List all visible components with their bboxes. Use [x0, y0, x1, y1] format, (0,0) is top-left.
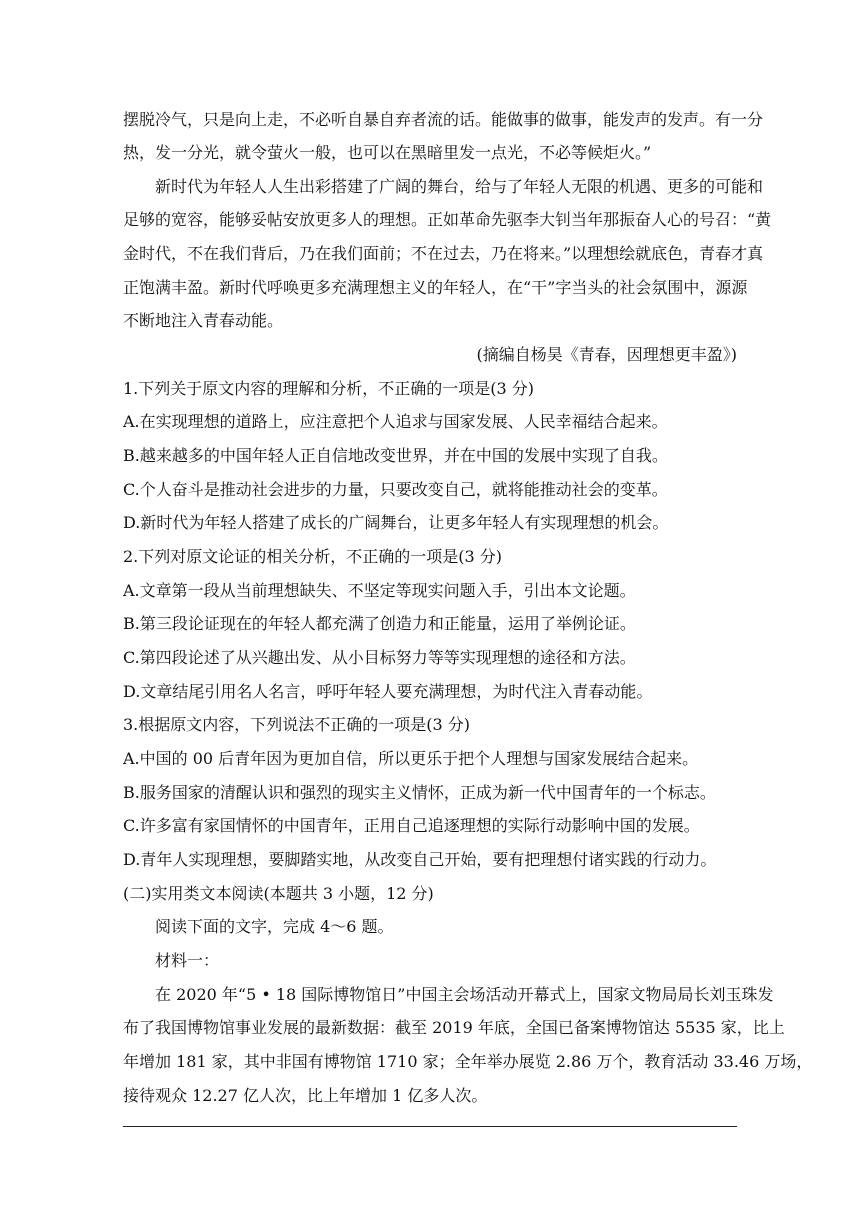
material-line: 年增加 181 家，其中非国有博物馆 1710 家；全年举办展览 2.86 万个，教育活动 33.46 万场， — [123, 1052, 813, 1071]
body-line: 摆脱冷气，只是向上走，不必听自暴自弃者流的话。能做事的做事，能发声的发声。有一分 — [123, 110, 764, 129]
option-d: D.文章结尾引用名人名言，呼吁年轻人要充满理想，为时代注入青春动能。 — [123, 682, 653, 701]
option-a: A.文章第一段从当前理想缺失、不坚定等现实问题入手，引出本文论题。 — [123, 581, 636, 600]
option-a: A.在实现理想的道路上，应注意把个人追求与国家发展、人民幸福结合起来。 — [123, 412, 668, 431]
body-line: 正饱满丰盈。新时代呼唤更多充满理想主义的年轻人，在“干”字当头的社会氛围中，源源 — [123, 278, 748, 297]
source-citation: (摘编自杨昊《青春，因理想更丰盈》) — [476, 345, 737, 364]
question-stem: 1.下列关于原文内容的理解和分析，不正确的一项是(3 分) — [123, 379, 535, 398]
page-divider — [123, 1126, 737, 1127]
question-stem: 2.下列对原文论证的相关分析，不正确的一项是(3 分) — [123, 547, 503, 566]
material-label: 材料一： — [155, 951, 220, 970]
body-line: 不断地注入青春动能。 — [123, 311, 284, 330]
instruction: 阅读下面的文字，完成 4～6 题。 — [155, 917, 394, 936]
option-b: B.服务国家的清醒认识和强烈的现实主义情怀，正成为新一代中国青年的一个标志。 — [123, 783, 716, 802]
option-c: C.第四段论述了从兴趣出发、从小目标努力等等实现理想的途径和方法。 — [123, 648, 636, 667]
material-line: 在 2020 年“5 • 18 国际博物馆日”中国主会场活动开幕式上，国家文物局局长刘玉珠发 — [155, 985, 774, 1004]
body-line: 足够的宽容，能够妥帖安放更多人的理想。正如革命先驱李大钊当年那振奋人心的号召：“黄 — [123, 210, 772, 229]
option-b: B.第三段论证现在的年轻人都充满了创造力和正能量，运用了举例论证。 — [123, 614, 636, 633]
body-line: 热，发一分光，就令萤火一般，也可以在黑暗里发一点光，不必等候炬火。” — [123, 143, 652, 162]
question-stem: 3.根据原文内容，下列说法不正确的一项是(3 分) — [123, 715, 471, 734]
option-d: D.青年人实现理想，要脚踏实地，从改变自己开始，要有把理想付诸实践的行动力。 — [123, 850, 717, 869]
option-c: C.个人奋斗是推动社会进步的力量，只要改变自己，就将能推动社会的变革。 — [123, 480, 668, 499]
section-heading: (二)实用类文本阅读(本题共 3 小题，12 分) — [123, 884, 434, 903]
material-line: 接待观众 12.27 亿人次，比上年增加 1 亿多人次。 — [123, 1086, 488, 1105]
option-c: C.许多富有家国情怀的中国青年，正用自己追逐理想的实际行动影响中国的发展。 — [123, 816, 700, 835]
material-line: 布了我国博物馆事业发展的最新数据：截至 2019 年底，全国已备案博物馆达 5535 家，比上 — [123, 1018, 785, 1037]
option-d: D.新时代为年轻人搭建了成长的广阔舞台，让更多年轻人有实现理想的机会。 — [123, 513, 669, 532]
option-a: A.中国的 00 后青年因为更加自信，所以更乐于把个人理想与国家发展结合起来。 — [123, 749, 699, 768]
option-b: B.越来越多的中国年轻人正自信地改变世界，并在中国的发展中实现了自我。 — [123, 446, 668, 465]
body-line: 新时代为年轻人人生出彩搭建了广阔的舞台，给与了年轻人无限的机遇、更多的可能和 — [155, 177, 764, 196]
body-line: 金时代，不在我们背后，乃在我们面前；不在过去，乃在将来。”以理想绘就底色，青春才真 — [123, 244, 764, 263]
